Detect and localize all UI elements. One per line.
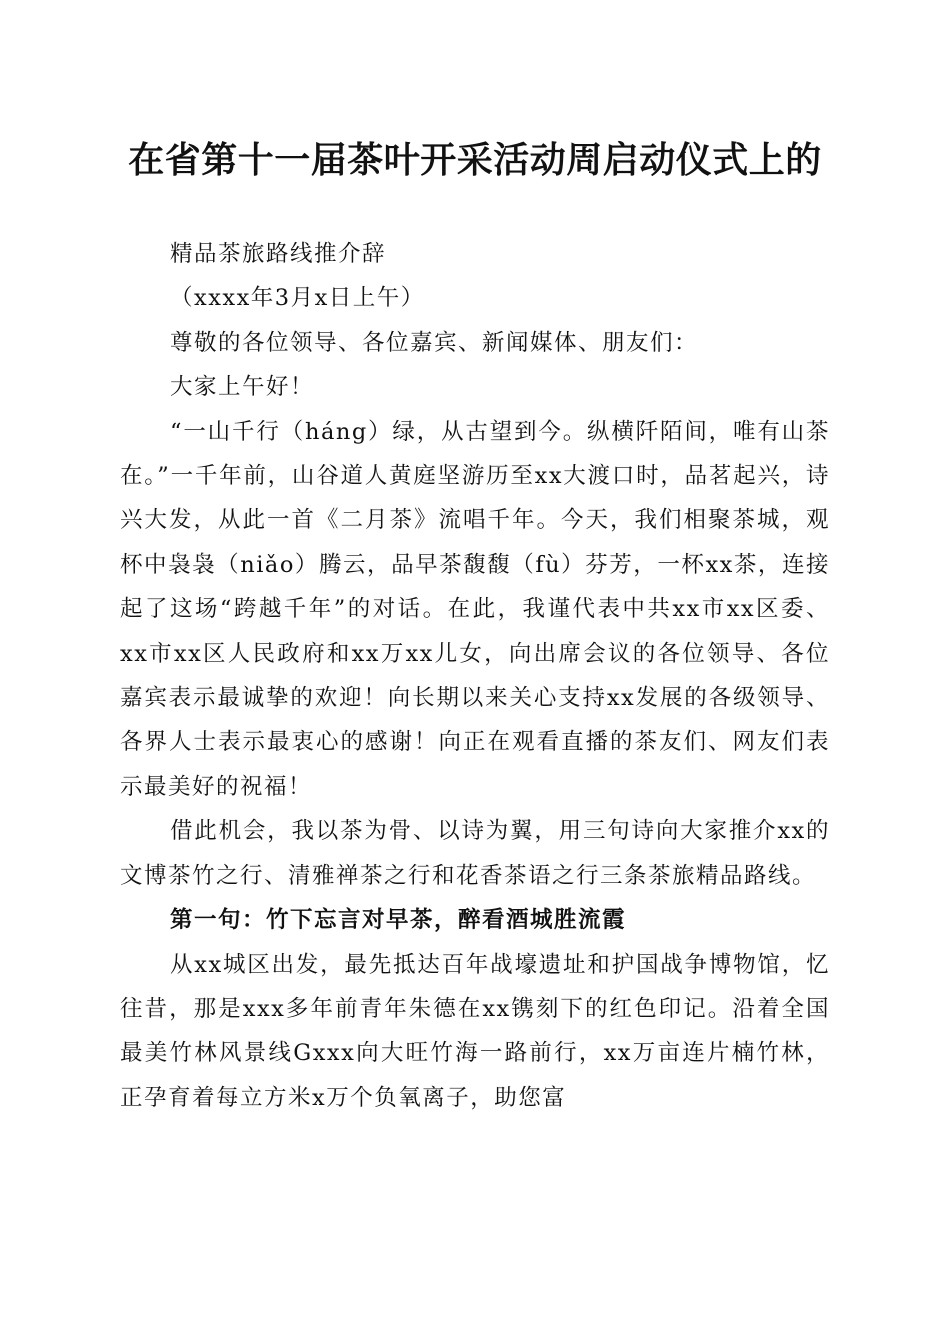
greeting: 大家上午好！: [170, 374, 315, 401]
paragraph-overview: 借此机会，我以茶为骨、以诗为翼，用三句诗向大家推介xx的文博茶竹之行、清雅禅茶之行和花香茶语之行三条茶旅精品路线。: [120, 818, 830, 889]
paragraph-first-route: 从xx城区出发，最先抵达百年战壕遗址和护国战争博物馆，忆往昔，那是xxx多年前青年朱德在xx镌刻下的红色印记。沿着全国最美竹林风景线Gxxx向大旺竹海一路前行，xx万亩连片楠竹林，正孕育着每立方米x万个负氧离子，助您富: [120, 951, 830, 1111]
document-title: 在省第十一届茶叶开采活动周启动仪式上的: [128, 139, 822, 181]
salutation: 尊敬的各位领导、各位嘉宾、新闻媒体、朋友们：: [170, 329, 699, 356]
document-body: [120, 232, 830, 1120]
paragraph-intro: “一山千行（háng）绿，从古望到今。纵横阡陌间，唯有山茶在。”一千年前，山谷道人黄庭坚游历至xx大渡口时，品茗起兴，诗兴大发，从此一首《二月茶》流唱千年。今天，我们相聚茶城，观杯中袅袅（niǎo）腾云，品早茶馥馥（fù）芬芳，一杯xx茶，连接起了这场“跨越千年”的对话。在此，我谨代表中共xx市xx区委、xx市xx区人民政府和xx万xx儿女，向出席会议的各位领导、各位嘉宾表示最诚挚的欢迎！向长期以来关心支持xx发展的各级领导、各界人士表示最衷心的感谢！向正在观看直播的茶友们、网友们表示最美好的祝福！: [120, 418, 830, 800]
section-heading-first: 第一句：竹下忘言对早茶，醉看酒城胜流霞: [170, 907, 627, 934]
date-line: （xxxx年3月x日上午）: [170, 285, 425, 312]
subtitle: 精品茶旅路线推介辞: [170, 241, 387, 267]
